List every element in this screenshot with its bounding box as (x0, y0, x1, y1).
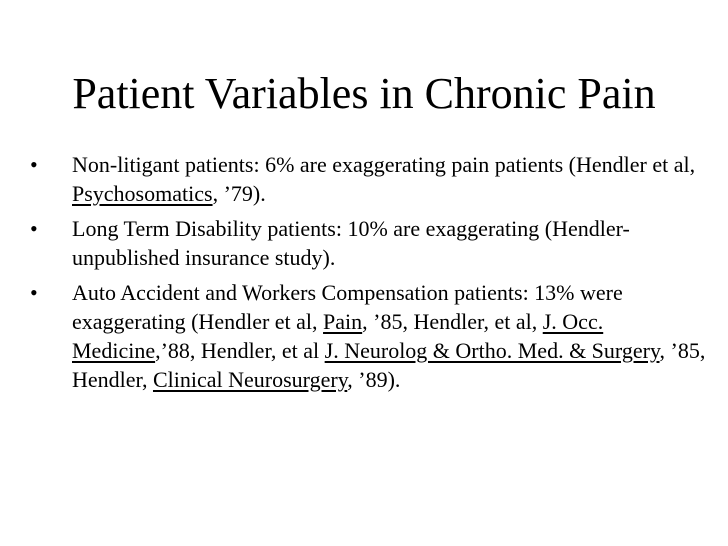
bullet-text: Non-litigant patients: 6% are exaggerating pain patients (Hendler et al, (72, 152, 696, 177)
bullet-item (28, 150, 718, 208)
bullet-item (28, 278, 718, 394)
bullet-text: , ’89). (347, 367, 401, 392)
citation-title: Psychosomatics (72, 181, 213, 206)
bullet-text: Long Term Disability patients: 10% are exaggerating (Hendler-unpublished insurance study). (72, 216, 630, 270)
bullet-item (28, 214, 718, 272)
slide-title: Patient Variables in Chronic Pain (72, 69, 656, 118)
citation-title: J. Occ. Medicine (72, 309, 604, 363)
bullet-text: , ’85, Hendler, et al, (362, 309, 543, 334)
bullet-text: Auto Accident and Workers Compensation patients: 13% were exaggerating (Hendler et al, (72, 280, 623, 334)
bullet-dot-icon: • (30, 280, 38, 305)
citation-title: Clinical Neurosurgery (152, 367, 348, 392)
bullet-text: , ’79). (212, 181, 266, 206)
bullet-text: , ’85, Hendler, (72, 338, 706, 392)
bullet-list (28, 150, 718, 400)
bullet-dot-icon: • (30, 152, 38, 177)
citation-title: Pain (323, 309, 363, 334)
bullet-text: ,’88, Hendler, et al (155, 338, 325, 363)
bullet-dot-icon: • (30, 216, 38, 241)
citation-title: J. Neurolog & Ortho. Med. & Surgery (324, 338, 660, 363)
